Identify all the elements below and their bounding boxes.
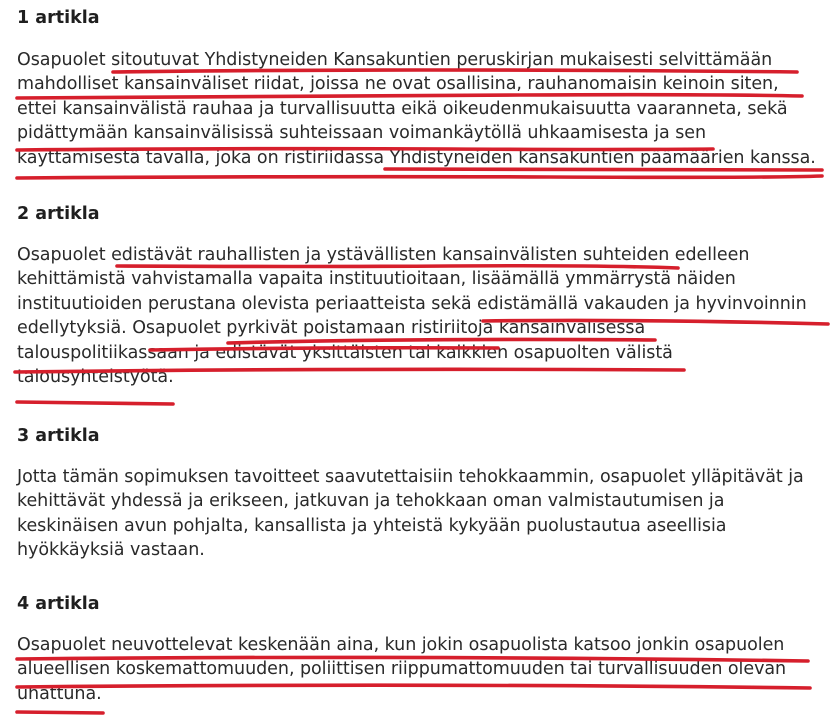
article-1-heading: 1 artikla [17, 8, 100, 28]
text-line: alueellisen koskemattomuuden, poliittisen riippumattomuuden tai turvallisuuden olevan [17, 659, 787, 680]
text-line: talouspolitiikassaan ja edistävät yksittäisten tai kaikkien osapuolten välistä [17, 342, 673, 363]
article-3-heading: 3 artikla [17, 426, 100, 446]
article-2-heading: 2 artikla [17, 204, 100, 224]
article-4-heading: 4 artikla [17, 594, 100, 614]
text-line: Osapuolet edistävät rauhallisten ja ystävällisten kansainvälisten suhteiden edelleen [17, 245, 750, 265]
article-1-text [17, 48, 816, 170]
text-line: uhattuna. [17, 683, 102, 704]
text-line: kehittämistä vahvistamalla vapaita instituutioitaan, lisäämällä ymmärrystä näiden [17, 269, 736, 290]
text-line: instituutioiden perustana olevista periaatteista sekä edistämällä vakauden ja hyvinvoinnin [17, 293, 807, 314]
text-line: Jotta tämän sopimuksen tavoitteet saavutettaisiin tehokkaammin, osapuolet ylläpitävät ja [17, 467, 804, 487]
text-line: hyökkäyksiä vastaan. [17, 540, 205, 561]
article-4-text [17, 633, 786, 706]
underline-mark [17, 402, 173, 404]
article-2-text [17, 243, 807, 389]
underline-mark [17, 176, 822, 178]
underline-mark [17, 712, 103, 713]
text-line: käyttämisestä tavalla, joka on ristiriidassa Yhdistyneiden kansakuntien päämäärien kanssa. [17, 147, 816, 168]
article-3-text [17, 465, 804, 563]
text-line: keskinäisen avun pohjalta, kansallista ja yhteistä kykyään puolustautua aseellisia [17, 515, 727, 536]
text-line: edellytyksiä. Osapuolet pyrkivät poistamaan ristiriitoja kansainvälisessä [17, 318, 646, 339]
text-line: mahdolliset kansainväliset riidat, joissa ne ovat osallisina, rauhanomaisin keinoin siten, [17, 74, 779, 95]
text-line: kehittävät yhdessä ja erikseen, jatkuvan ja tehokkaan oman valmistautumisen ja [17, 491, 725, 512]
text-line: Osapuolet sitoutuvat Yhdistyneiden Kansakuntien peruskirjan mukaisesti selvittämään [17, 50, 773, 70]
text-line: talousyhteistyötä. [17, 367, 174, 388]
text-line: pidättymään kansainvälisissä suhteissaan voimankäytöllä uhkaamisesta ja sen [17, 123, 707, 144]
text-line: Osapuolet neuvottelevat keskenään aina, kun jokin osapuolista katsoo jonkin osapuolen [17, 635, 785, 655]
text-line: ettei kansainvälistä rauhaa ja turvallisuutta eikä oikeudenmukaisuutta vaaranneta, sekä [17, 98, 788, 119]
